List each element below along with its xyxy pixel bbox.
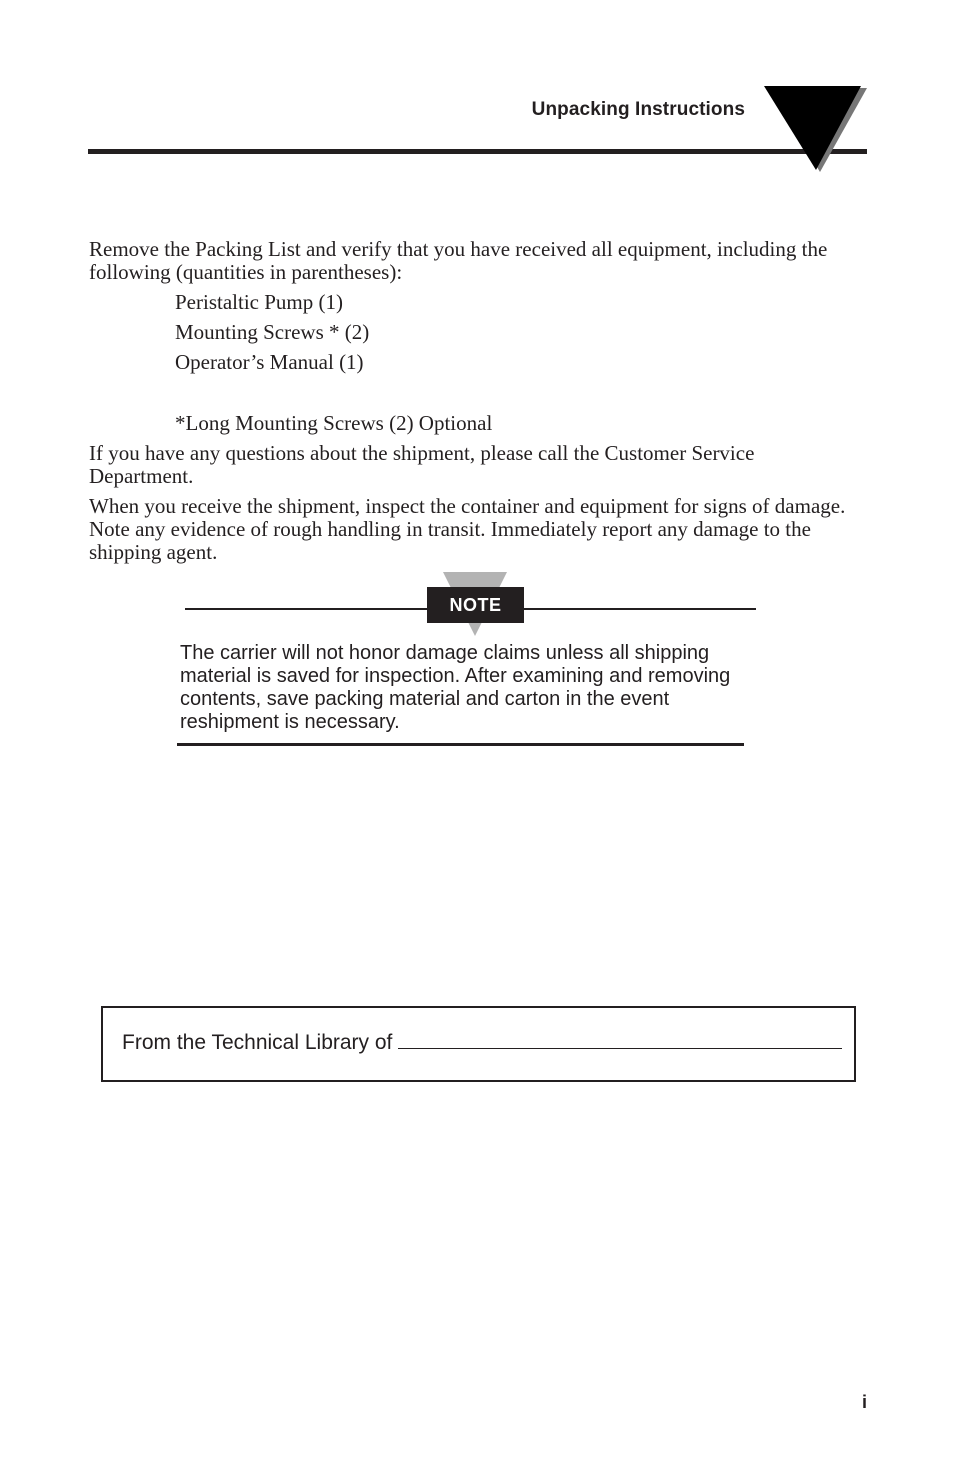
list-item: Peristaltic Pump (1): [175, 290, 343, 314]
optional-note: *Long Mounting Screws (2) Optional: [175, 411, 493, 435]
intro-paragraph: Remove the Packing List and verify that you have received all equipment, including the following (quantities in parentheses):: [89, 237, 828, 284]
library-box: [101, 1006, 856, 1082]
note-rule-bottom: [177, 743, 744, 746]
inspect-paragraph: When you receive the shipment, inspect the container and equipment for signs of damage. Note any evidence of rough handling in transit. Immediately report any damage to the shipping agent.: [89, 494, 846, 564]
header-rule: [88, 149, 867, 154]
list-item: Operator’s Manual (1): [175, 350, 364, 374]
note-text: The carrier will not honor damage claims unless all shipping material is saved for inspection. After examining and removing contents, save packing material and carton in the event reshipment is necessary.: [180, 642, 731, 733]
library-blank-line: [398, 1028, 842, 1049]
header-title: Unpacking Instructions: [531, 99, 745, 120]
library-line: [122, 1028, 842, 1056]
list-item: Mounting Screws * (2): [175, 320, 370, 344]
note-badge: NOTE: [427, 587, 524, 623]
library-label: From the Technical Library of: [122, 1031, 393, 1054]
questions-paragraph: If you have any questions about the shipment, please call the Customer Service Department.: [89, 441, 755, 488]
header-triangle-icon: [760, 84, 870, 176]
page-number: i: [861, 1392, 867, 1412]
